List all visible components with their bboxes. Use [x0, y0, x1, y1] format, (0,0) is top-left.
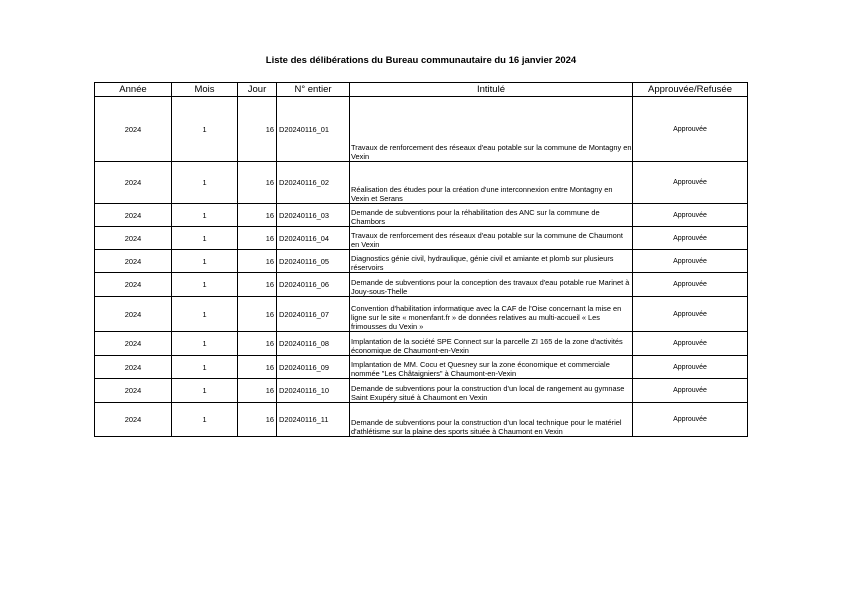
cell-numero: D20240116_08	[277, 332, 350, 356]
cell-mois: 1	[172, 250, 238, 273]
cell-annee: 2024	[95, 227, 172, 250]
cell-statut: Approuvée	[633, 250, 748, 273]
cell-intitule: Réalisation des études pour la création d'une interconnexion entre Montagny en Vexin et Serans	[350, 162, 633, 204]
cell-jour: 16	[238, 204, 277, 227]
cell-intitule: Convention d'habilitation informatique avec la CAF de l'Oise concernant la mise en ligne sur le site « monenfant.fr » de données relatives au multi-accueil « Les frimousses du Vexin »	[350, 297, 633, 332]
cell-mois: 1	[172, 379, 238, 403]
header-annee: Année	[95, 83, 172, 97]
cell-statut: Approuvée	[633, 403, 748, 437]
table-row	[95, 403, 748, 437]
header-mois: Mois	[172, 83, 238, 97]
cell-statut: Approuvée	[633, 162, 748, 204]
cell-statut: Approuvée	[633, 332, 748, 356]
cell-numero: D20240116_09	[277, 356, 350, 379]
cell-intitule: Demande de subventions pour la construction d'un local technique pour le matériel d'athlétisme sur la plaine des sports située à Chaumont en Vexin	[350, 403, 633, 437]
cell-intitule: Implantation de MM. Cocu et Quesney sur la zone économique et commerciale nommée "Les Châtaigniers" à Chaumont-en-Vexin	[350, 356, 633, 379]
cell-numero: D20240116_04	[277, 227, 350, 250]
cell-jour: 16	[238, 97, 277, 162]
table-body	[95, 97, 748, 437]
table-row	[95, 250, 748, 273]
cell-statut: Approuvée	[633, 379, 748, 403]
header-jour: Jour	[238, 83, 277, 97]
document-title: Liste des délibérations du Bureau communautaire du 16 janvier 2024	[265, 55, 577, 66]
cell-intitule: Implantation de la société SPE Connect sur la parcelle ZI 165 de la zone d'activités économique de Chaumont-en-Vexin	[350, 332, 633, 356]
cell-statut: Approuvée	[633, 297, 748, 332]
cell-mois: 1	[172, 204, 238, 227]
cell-statut: Approuvée	[633, 273, 748, 297]
cell-jour: 16	[238, 356, 277, 379]
table-row	[95, 273, 748, 297]
table-row	[95, 297, 748, 332]
deliberations-table	[94, 82, 748, 437]
cell-statut: Approuvée	[633, 97, 748, 162]
cell-mois: 1	[172, 227, 238, 250]
cell-jour: 16	[238, 250, 277, 273]
cell-numero: D20240116_11	[277, 403, 350, 437]
cell-mois: 1	[172, 273, 238, 297]
cell-intitule: Travaux de renforcement des réseaux d'eau potable sur la commune de Chaumont en Vexin	[350, 227, 633, 250]
cell-numero: D20240116_02	[277, 162, 350, 204]
cell-jour: 16	[238, 297, 277, 332]
cell-statut: Approuvée	[633, 204, 748, 227]
cell-jour: 16	[238, 162, 277, 204]
cell-jour: 16	[238, 403, 277, 437]
cell-annee: 2024	[95, 250, 172, 273]
cell-numero: D20240116_06	[277, 273, 350, 297]
cell-intitule: Demande de subventions pour la conception des travaux d'eau potable rue Marinet à Jouy-sous-Thelle	[350, 273, 633, 297]
table-row	[95, 356, 748, 379]
cell-numero: D20240116_01	[277, 97, 350, 162]
cell-annee: 2024	[95, 297, 172, 332]
cell-intitule: Travaux de renforcement des réseaux d'eau potable sur la commune de Montagny en Vexin	[350, 97, 633, 162]
cell-statut: Approuvée	[633, 227, 748, 250]
cell-mois: 1	[172, 162, 238, 204]
cell-numero: D20240116_10	[277, 379, 350, 403]
table-row	[95, 227, 748, 250]
cell-annee: 2024	[95, 356, 172, 379]
cell-intitule: Demande de subventions pour la construction d'un local de rangement au gymnase Saint Exupéry situé à Chaumont en Vexin	[350, 379, 633, 403]
table-header-row	[95, 83, 748, 97]
cell-mois: 1	[172, 297, 238, 332]
header-statut: Approuvée/Refusée	[633, 83, 748, 97]
cell-statut: Approuvée	[633, 356, 748, 379]
cell-mois: 1	[172, 403, 238, 437]
cell-annee: 2024	[95, 204, 172, 227]
header-numero: N° entier	[277, 83, 350, 97]
cell-jour: 16	[238, 379, 277, 403]
cell-numero: D20240116_03	[277, 204, 350, 227]
cell-mois: 1	[172, 332, 238, 356]
cell-jour: 16	[238, 332, 277, 356]
cell-annee: 2024	[95, 162, 172, 204]
cell-mois: 1	[172, 356, 238, 379]
cell-numero: D20240116_05	[277, 250, 350, 273]
cell-annee: 2024	[95, 403, 172, 437]
header-intitule: Intitulé	[350, 83, 633, 97]
cell-jour: 16	[238, 273, 277, 297]
table-row	[95, 332, 748, 356]
cell-intitule: Demande de subventions pour la réhabilitation des ANC sur la commune de Chambors	[350, 204, 633, 227]
table-row	[95, 379, 748, 403]
cell-numero: D20240116_07	[277, 297, 350, 332]
table-row	[95, 162, 748, 204]
cell-jour: 16	[238, 227, 277, 250]
cell-intitule: Diagnostics génie civil, hydraulique, génie civil et amiante et plomb sur plusieurs réservoirs	[350, 250, 633, 273]
cell-mois: 1	[172, 97, 238, 162]
table-row	[95, 97, 748, 162]
cell-annee: 2024	[95, 332, 172, 356]
cell-annee: 2024	[95, 97, 172, 162]
table-row	[95, 204, 748, 227]
cell-annee: 2024	[95, 273, 172, 297]
cell-annee: 2024	[95, 379, 172, 403]
